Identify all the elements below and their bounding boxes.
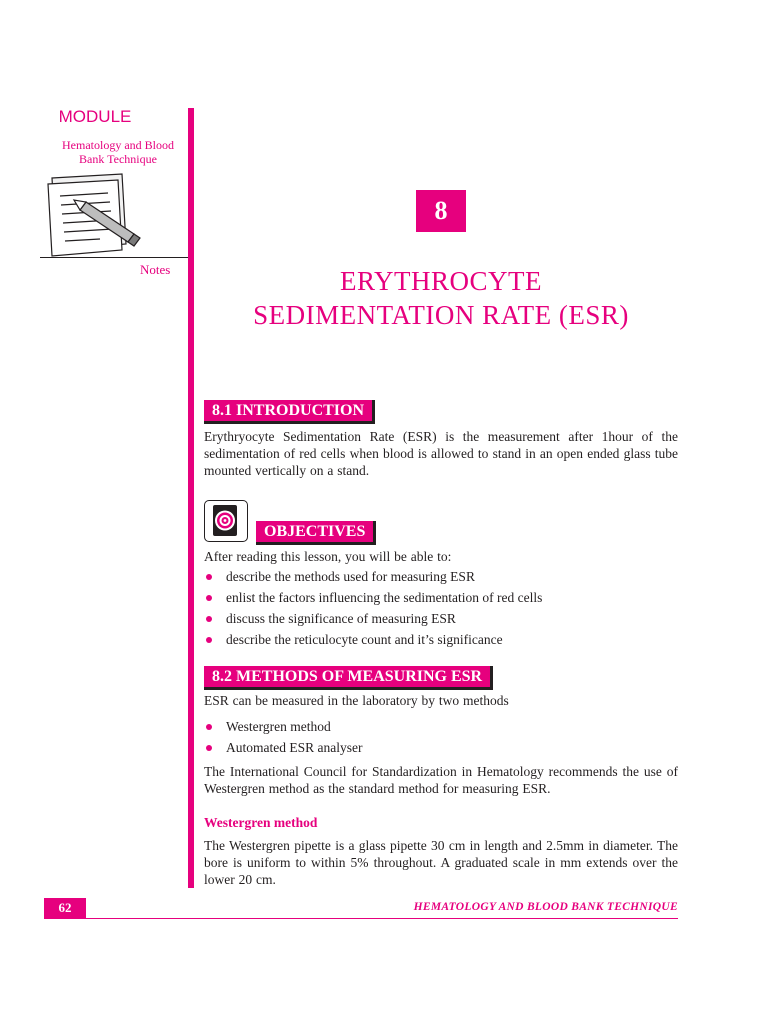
footer-rule xyxy=(44,918,678,919)
list-item xyxy=(204,608,678,629)
bullet-icon xyxy=(206,745,212,751)
section-heading-objectives: OBJECTIVES xyxy=(256,521,376,545)
objectives-intro: After reading this lesson, you will be able to: xyxy=(204,549,452,564)
subheading-westergren: Westergren method xyxy=(204,815,318,830)
notepad-pencil-icon xyxy=(30,170,148,258)
list-item xyxy=(204,566,678,587)
bullet-icon xyxy=(206,724,212,730)
chapter-number: 8 xyxy=(416,190,466,232)
methods-recommendation: The International Council for Standardization in Hematology recommends the use of Westergren method as the standard method for measuring ESR. xyxy=(204,764,678,796)
section-heading-introduction: 8.1 INTRODUCTION xyxy=(204,400,375,424)
list-item xyxy=(204,629,678,650)
introduction-text: Erythryocyte Sedimentation Rate (ESR) is the measurement after 1hour of the sedimentation of red cells when blood is allowed to stand in an open ended glass tube mounted vertically on a stand. xyxy=(204,429,678,478)
footer-book-title: HEMATOLOGY AND BLOOD BANK TECHNIQUE xyxy=(413,901,678,913)
westergren-text: The Westergren pipette is a glass pipette 30 cm in length and 2.5mm in diameter. The bore is uniform to within 5% throughout. A graduated scale in mm extends over the lower 20 cm. xyxy=(204,838,678,887)
objectives-list xyxy=(204,566,678,650)
chapter-title-line2: SEDIMENTATION RATE (ESR) xyxy=(253,300,629,330)
notes-divider xyxy=(40,257,188,258)
methods-list xyxy=(204,716,678,758)
margin-vertical-bar xyxy=(188,108,194,888)
module-subtitle xyxy=(48,138,188,166)
list-item-text: enlist the factors influencing the sedimentation of red cells xyxy=(226,590,543,605)
list-item-text: describe the reticulocyte count and it’s significance xyxy=(226,632,503,647)
bullet-icon xyxy=(206,637,212,643)
module-subtitle-line2: Bank Technique xyxy=(79,152,157,166)
list-item-text: Automated ESR analyser xyxy=(226,740,363,755)
module-subtitle-line1: Hematology and Blood xyxy=(62,138,174,152)
notes-label: Notes xyxy=(140,262,171,277)
list-item xyxy=(204,737,678,758)
list-item xyxy=(204,716,678,737)
section-heading-methods: 8.2 METHODS OF MEASURING ESR xyxy=(204,666,493,690)
methods-intro: ESR can be measured in the laboratory by two methods xyxy=(204,693,509,708)
module-label: MODULE xyxy=(58,107,132,126)
page-number: 62 xyxy=(44,898,86,918)
bullet-icon xyxy=(206,595,212,601)
bullet-icon xyxy=(206,616,212,622)
list-item-text: describe the methods used for measuring ESR xyxy=(226,569,475,584)
list-item xyxy=(204,587,678,608)
chapter-title xyxy=(200,264,682,332)
list-item-text: Westergren method xyxy=(226,719,331,734)
bullet-icon xyxy=(206,574,212,580)
target-icon xyxy=(204,500,248,542)
chapter-title-line1: ERYTHROCYTE xyxy=(339,266,542,296)
list-item-text: discuss the significance of measuring ESR xyxy=(226,611,456,626)
